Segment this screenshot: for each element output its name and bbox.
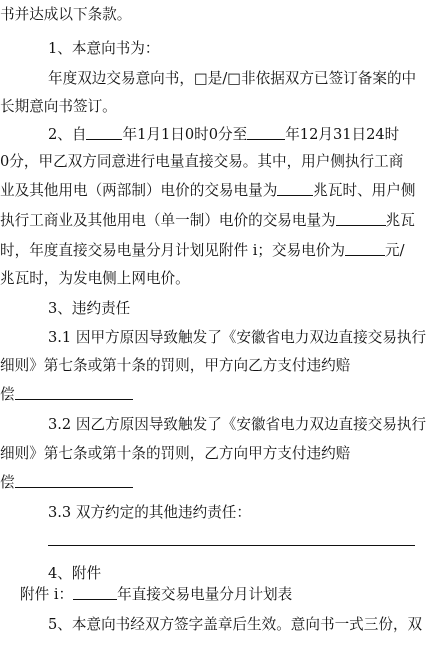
clause-3-2-line-1: 3.2 因乙方原因导致触发了《安徽省电力双边直接交易执行 [48,416,427,433]
clause-1-text-line-2: 长期意向书签订。 [0,98,117,115]
clause-3-1-line-3: 偿 [0,384,448,406]
clause-3-1-line-2: 细则》第七条或第十条的罚则，甲方向乙方支付违约赔 [0,357,351,374]
clause-3-heading: 3、违约责任 [48,300,131,317]
price-blank[interactable] [345,240,385,256]
clause-1-text-line-1: 年度双边交易意向书，□是/□非依据双方已签订备案的中 [48,70,417,87]
clause-3-2-line-2: 细则》第七条或第十条的罚则，乙方向甲方支付违约赔 [0,445,351,462]
clause-2-line-1: 2、自 年1月1日0时0分至 年12月31日24时 [48,126,400,143]
other-liability-blank-line[interactable] [48,545,415,546]
two-part-volume-blank[interactable] [277,180,313,196]
start-year-blank[interactable] [86,124,122,140]
attachment-line: 附件 i： 年直接交易电量分月计划表 [20,586,293,603]
party-a-compensation-blank[interactable] [15,384,133,400]
clause-3-1-line-1: 3.1 因甲方原因导致触发了《安徽省电力双边直接交易执行 [48,329,427,346]
clause-1-heading: 1、本意向书为： [48,40,160,57]
clause-2-line-2: 0分，甲乙双方同意进行电量直接交易。其中，用户侧执行工商 [0,153,404,170]
clause-2-line-3: 业及其他用电（两部制）电价的交易电量为 兆瓦时、用户侧 [0,182,416,199]
attachment-year-blank[interactable] [73,584,117,600]
clause-2-line-4: 执行工商业及其他用电（单一制）电价的交易电量为 兆瓦 [0,212,415,229]
clause-3-2-line-3: 偿 [0,472,448,494]
clause-2-line-5: 时，年度直接交易电量分月计划见附件 i；交易电价为 元/ [0,242,405,259]
party-b-compensation-blank[interactable] [15,472,133,488]
clause-3-3-line: 3.3 双方约定的其他违约责任： [48,504,251,521]
text-line-intro-end: 书并达成以下条款。 [0,6,132,23]
clause-4-heading: 4、附件 [48,565,102,582]
end-year-blank[interactable] [247,124,285,140]
clause-5-line: 5、本意向书经双方签字盖章后生效。意向书一式三份，双 [48,616,423,633]
single-part-volume-blank[interactable] [336,210,386,226]
clause-2-line-6: 兆瓦时，为发电侧上网电价。 [0,270,190,287]
